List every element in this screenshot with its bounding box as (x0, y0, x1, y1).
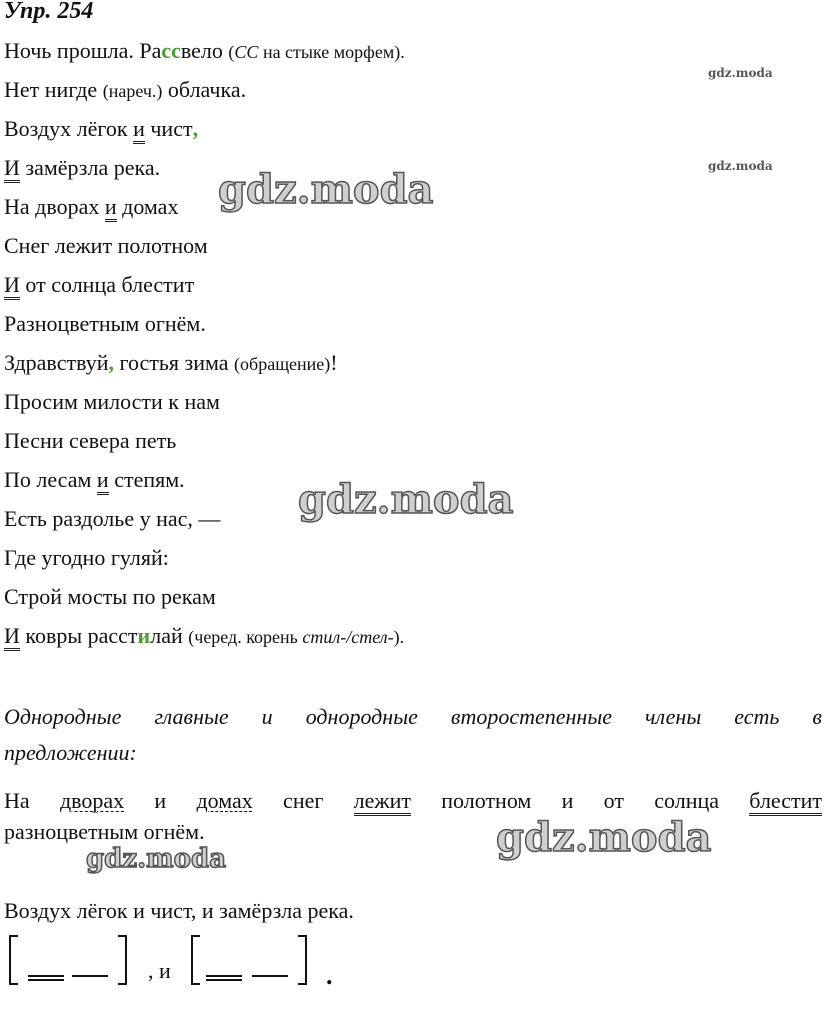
conjunction: и (105, 194, 117, 222)
text: вело (180, 38, 229, 63)
text: чист (144, 116, 193, 141)
scheme-period: . (326, 961, 333, 990)
highlight-letter: и (137, 623, 151, 648)
text: Ночь прошла. Ра (4, 38, 162, 63)
watermark-medium: gdz.moda (86, 844, 227, 874)
text: На дворах (4, 194, 105, 219)
poem-line-6: Снег лежит полотном (4, 233, 208, 258)
text: гостья зима (113, 350, 235, 375)
text: замёрзла река. (19, 155, 161, 180)
text: Нет нигде (4, 77, 103, 102)
poem-line-11: Песни севера петь (4, 428, 177, 453)
note: ). (393, 627, 405, 647)
note: (нареч.) (102, 81, 163, 101)
poem-line-16 (4, 621, 405, 660)
poem-line-1 (4, 36, 405, 75)
highlight-letters: сс (161, 38, 181, 63)
watermark-small: gdz.moda (708, 66, 773, 80)
watermark-large: gdz.moda (496, 814, 712, 861)
text: полотном и от солнца (411, 788, 750, 813)
scheme-bracket-right (192, 936, 306, 984)
text: облачка. (162, 77, 247, 102)
note: ( (228, 42, 235, 62)
poem-line-8: Разноцветным огнём. (4, 311, 206, 336)
note-italic: СС (234, 42, 259, 62)
explanation-line-2: предложении: (4, 740, 137, 765)
scheme-bracket-left (10, 936, 126, 984)
sentence-scheme (4, 932, 344, 992)
text: лай (150, 623, 189, 648)
example-sentence-2: Воздух лёгок и чист, и замёрзла река. (4, 898, 354, 923)
conjunction: и (133, 116, 145, 144)
text: степям. (108, 467, 185, 492)
poem-line-2 (4, 75, 405, 114)
exercise-title: Упр. 254 (4, 0, 94, 24)
text: Здравствуй (4, 350, 109, 375)
highlight-comma: , (192, 116, 199, 141)
conjunction: И (4, 272, 20, 300)
text: домах (116, 194, 179, 219)
text: от солнца блестит (19, 272, 195, 297)
poem-line-7 (4, 270, 405, 309)
poem-line-9 (4, 348, 405, 387)
text: ковры расст (19, 623, 138, 648)
highlight-comma: , (108, 350, 114, 375)
explanation-line-1: Однородные главные и однородные второстепенные члены есть в (4, 704, 822, 729)
conjunction: И (4, 155, 20, 183)
note: на стыке морфем). (258, 42, 405, 62)
text: и (124, 788, 197, 813)
predicate: лежит (354, 788, 411, 816)
note-italic: стил-/стел- (302, 627, 394, 647)
text: Воздух лёгок (4, 116, 134, 141)
watermark-large: gdz.moda (298, 476, 514, 523)
watermark-large: gdz.moda (218, 166, 434, 213)
poem-line-15: Строй мосты по рекам (4, 584, 216, 609)
example-sentence-1-cont: разноцветным огнём. (4, 819, 205, 844)
text: снег (252, 788, 354, 813)
note: (обращение) (234, 354, 331, 374)
watermark-small: gdz.moda (708, 159, 773, 173)
conjunction: и (97, 467, 109, 495)
predicate: блестит (749, 788, 822, 816)
poem (4, 36, 405, 660)
word-underlined: дворах (59, 788, 125, 813)
scheme-conjunction: , и (148, 958, 171, 983)
poem-line-10: Просим милости к нам (4, 389, 220, 414)
conjunction: И (4, 623, 20, 651)
example-sentence-1 (4, 786, 822, 816)
text: На (4, 788, 60, 813)
word-underlined: домах (196, 788, 253, 813)
poem-line-3 (4, 114, 405, 153)
note: (черед. корень (188, 627, 303, 647)
text: По лесам (4, 467, 97, 492)
poem-line-14: Где угодно гуляй: (4, 545, 169, 570)
text: ! (330, 350, 338, 375)
poem-line-13: Есть раздолье у нас, — (4, 506, 221, 531)
